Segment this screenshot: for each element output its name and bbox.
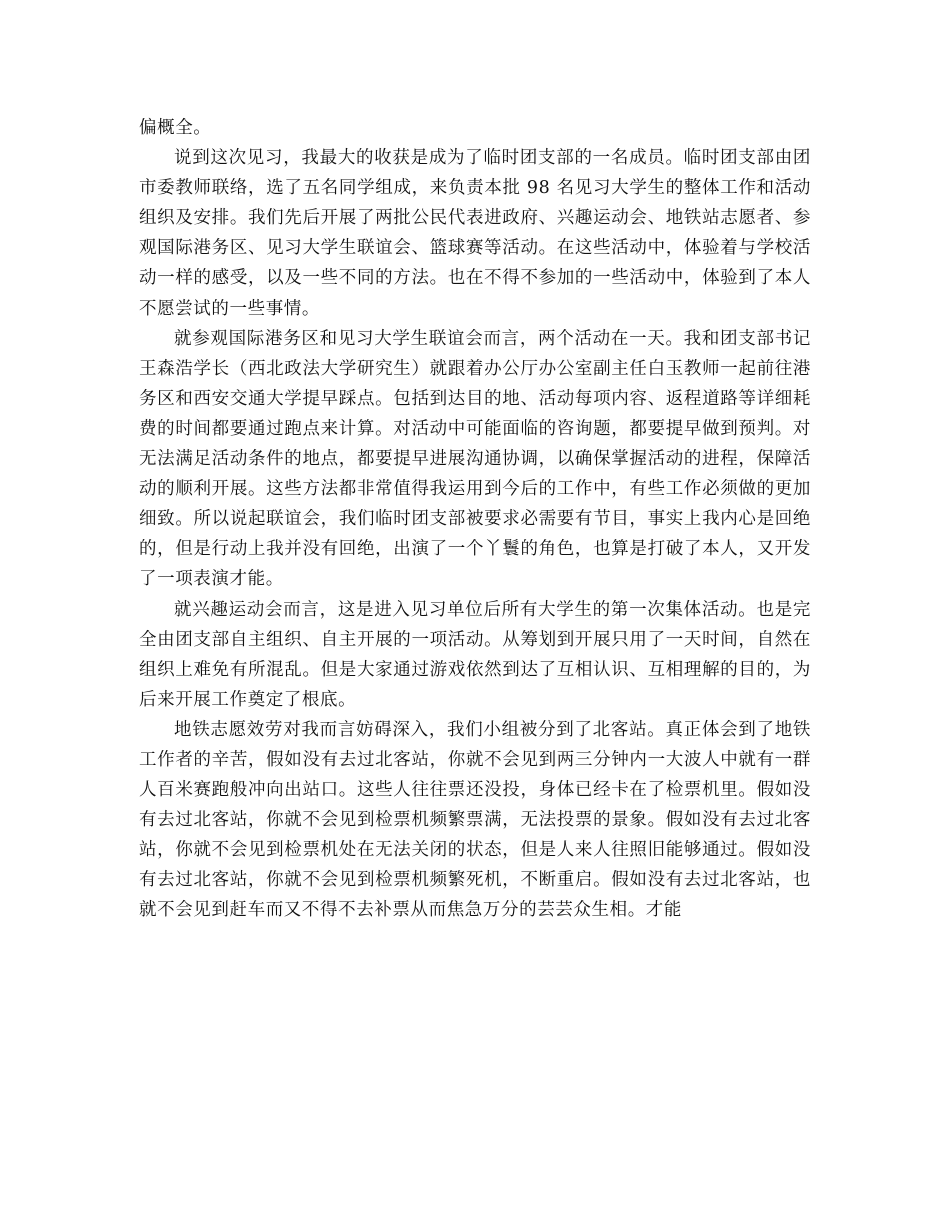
paragraph-port-visit-and-party: 就参观国际港务区和见习大学生联谊会而言，两个活动在一天。我和团支部书记王森浩学长（西北政法大学研究生）就跟着办公厅办公室副主任白玉教师一起前往港务区和西安交通大学提早踩点。包括到达目的地、活动每项内容、返程道路等详细耗费的时间都要通过跑点来计算。对活动中可能面临的咨询题，都要提早做到预判。对无法满足活动条件的地点，都要提早进展沟通协调，以确保掌握活动的进程，保障活动的顺利开展。这些方法都非常值得我运用到今后的工作中，有些工作必须做的更加细致。所以说起联谊会，我们临时团支部被要求必需要有节目，事实上我内心是回绝的，但是行动上我并没有回绝，出演了一个丫鬟的角色，也算是打破了本人，又开发了一项表演才能。 (139, 328, 811, 590)
paragraph-continuation: 偏概全。 (139, 118, 212, 138)
paragraph-sports-meeting: 就兴趣运动会而言，这是进入见习单位后所有大学生的第一次集体活动。也是完全由团支部自主组织、自主开展的一项活动。从筹划到开展只用了一天时间，自然在组织上难免有所混乱。但是大家通过游戏依然到达了互相认识、互相理解的目的，为后来开展工作奠定了根底。 (139, 599, 811, 710)
paragraph-temporary-league-branch: 说到这次见习，我最大的收获是成为了临时团支部的一名成员。临时团支部由团市委教师联络，选了五名同学组成，来负责本批 98 名见习大学生的整体工作和活动组织及安排。我们先后开展了两批公民代表进政府、兴趣运动会、地铁站志愿者、参观国际港务区、见习大学生联谊会、篮球赛等活动。在这些活动中，体验着与学校活动一样的感受，以及一些不同的方法。也在不得不参加的一些活动中，体验到了本人不愿尝试的一些事情。 (139, 148, 811, 319)
document-body (139, 113, 811, 926)
paragraph-metro-volunteer: 地铁志愿效劳对我而言妨碍深入，我们小组被分到了北客站。真正体会到了地铁工作者的辛苦，假如没有去过北客站，你就不会见到两三分钟内一大波人中就有一群人百米赛跑般冲向出站口。这些人往往票还没投，身体已经卡在了检票机里。假如没有去过北客站，你就不会见到检票机频繁票满，无法投票的景象。假如没有去过北客站，你就不会见到检票机处在无法关闭的状态，但是人来人往照旧能够通过。假如没有去过北客站，你就不会见到检票机频繁死机，不断重启。假如没有去过北客站，也就不会见到赶车而又不得不去补票从而焦急万分的芸芸众生相。才能 (139, 719, 811, 921)
